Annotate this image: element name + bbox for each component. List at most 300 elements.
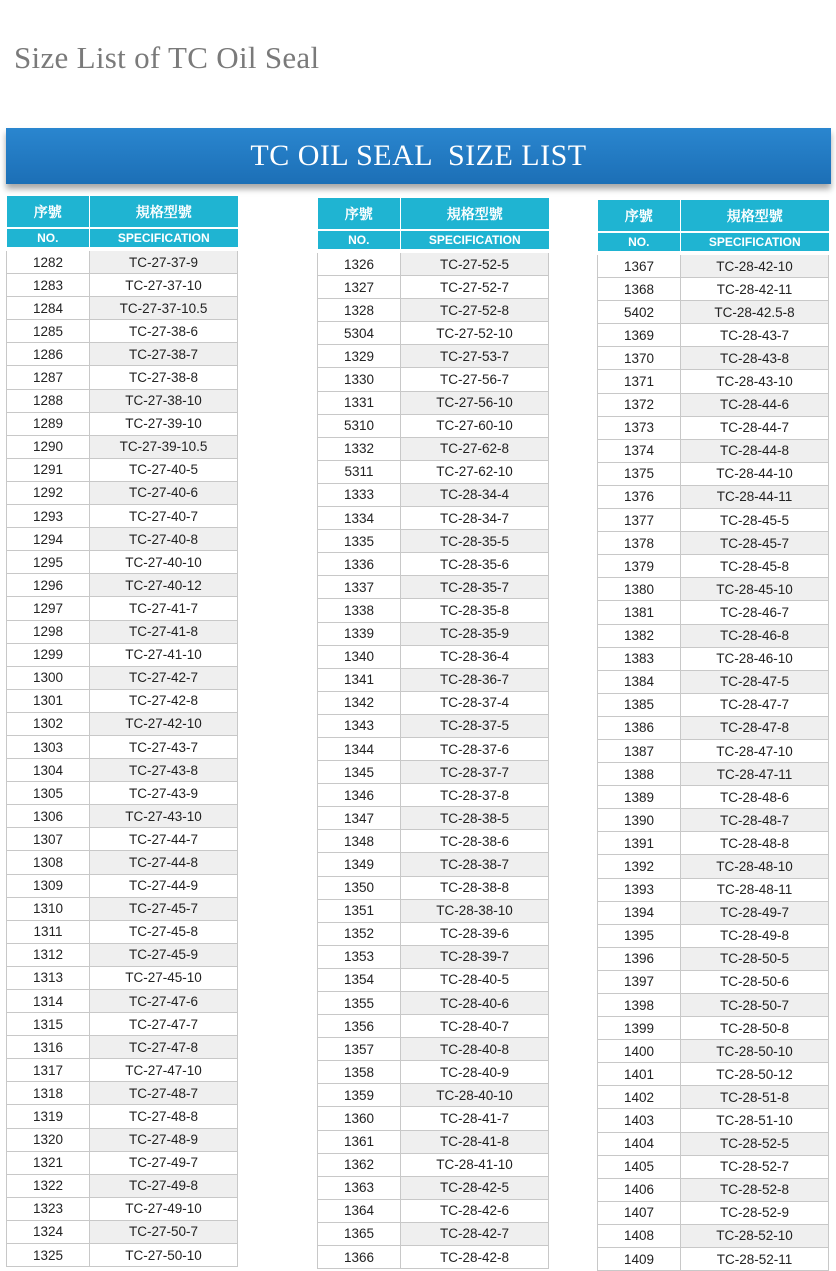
table-row [7, 1220, 238, 1243]
row-number: 1343 [318, 714, 401, 737]
table-row [598, 393, 829, 416]
table-row [7, 666, 238, 689]
header-no-zh: 序號 [7, 196, 90, 228]
row-number: 1282 [7, 251, 90, 274]
table-row [598, 555, 829, 578]
table-row [7, 1197, 238, 1220]
table-row [318, 553, 549, 576]
row-number: 1396 [598, 947, 681, 970]
table-row [598, 1040, 829, 1063]
row-specification: TC-28-50-12 [681, 1063, 829, 1086]
row-specification: TC-28-39-6 [401, 922, 549, 945]
table-row [7, 251, 238, 274]
row-specification: TC-28-47-5 [681, 670, 829, 693]
table-row [318, 299, 549, 322]
table-row [318, 391, 549, 414]
row-specification: TC-28-48-6 [681, 786, 829, 809]
row-specification: TC-28-52-5 [681, 1132, 829, 1155]
table-row [7, 712, 238, 735]
table-row [318, 253, 549, 276]
table-row [598, 693, 829, 716]
row-specification: TC-27-48-9 [90, 1128, 238, 1151]
table-row [7, 805, 238, 828]
table-row [318, 922, 549, 945]
table-row [7, 1151, 238, 1174]
row-specification: TC-28-47-11 [681, 763, 829, 786]
row-number: 1353 [318, 945, 401, 968]
table-row [598, 485, 829, 508]
table-row [318, 899, 549, 922]
row-specification: TC-28-42-8 [401, 1246, 549, 1269]
row-number: 1298 [7, 620, 90, 643]
row-specification: TC-27-53-7 [401, 345, 549, 368]
row-number: 1376 [598, 485, 681, 508]
row-specification: TC-27-45-8 [90, 920, 238, 943]
row-specification: TC-27-41-7 [90, 597, 238, 620]
row-number: 1372 [598, 393, 681, 416]
row-number: 1327 [318, 276, 401, 299]
row-number: 1385 [598, 693, 681, 716]
table-row [7, 1036, 238, 1059]
table-row [598, 947, 829, 970]
table-row [7, 828, 238, 851]
table-row [318, 876, 549, 899]
row-specification: TC-27-40-12 [90, 574, 238, 597]
row-number: 1388 [598, 763, 681, 786]
table-row [318, 1222, 549, 1245]
header-spec-en: SPECIFICATION [681, 232, 829, 251]
row-number: 1371 [598, 370, 681, 393]
row-specification: TC-28-52-10 [681, 1224, 829, 1247]
table-row [598, 763, 829, 786]
row-number: 1404 [598, 1132, 681, 1155]
row-specification: TC-28-51-8 [681, 1086, 829, 1109]
row-specification: TC-28-42-11 [681, 278, 829, 301]
row-number: 1350 [318, 876, 401, 899]
row-specification: TC-27-62-10 [401, 460, 549, 483]
table-row [7, 505, 238, 528]
header-no-zh: 序號 [598, 200, 681, 232]
row-specification: TC-28-36-7 [401, 668, 549, 691]
row-specification: TC-27-45-9 [90, 943, 238, 966]
row-specification: TC-27-41-8 [90, 620, 238, 643]
table-row [318, 992, 549, 1015]
row-number: 1309 [7, 874, 90, 897]
row-specification: TC-27-48-7 [90, 1082, 238, 1105]
table-row [318, 276, 549, 299]
row-number: 1315 [7, 1013, 90, 1036]
row-number: 1365 [318, 1222, 401, 1245]
row-specification: TC-27-38-7 [90, 343, 238, 366]
table-row [318, 645, 549, 668]
row-number: 1401 [598, 1063, 681, 1086]
row-specification: TC-28-38-5 [401, 807, 549, 830]
row-specification: TC-28-40-5 [401, 968, 549, 991]
row-number: 1301 [7, 689, 90, 712]
row-specification: TC-27-47-8 [90, 1036, 238, 1059]
table-row [598, 462, 829, 485]
row-number: 1389 [598, 786, 681, 809]
table-row [318, 1130, 549, 1153]
row-specification: TC-28-35-6 [401, 553, 549, 576]
row-number: 5311 [318, 460, 401, 483]
table-row [598, 924, 829, 947]
table-row [598, 994, 829, 1017]
size-table-1 [6, 196, 238, 1267]
table-row [598, 578, 829, 601]
table-row [318, 714, 549, 737]
table-row [598, 370, 829, 393]
table-row [318, 1084, 549, 1107]
row-specification: TC-27-39-10.5 [90, 435, 238, 458]
table-row [318, 322, 549, 345]
row-specification: TC-28-45-8 [681, 555, 829, 578]
row-specification: TC-28-52-11 [681, 1248, 829, 1271]
row-specification: TC-27-56-7 [401, 368, 549, 391]
header-no-en: NO. [7, 228, 90, 247]
table-row [598, 1063, 829, 1086]
table-row [598, 1086, 829, 1109]
table-row [318, 460, 549, 483]
row-specification: TC-27-43-8 [90, 759, 238, 782]
table-row [598, 1155, 829, 1178]
table-row [318, 1199, 549, 1222]
row-number: 1381 [598, 601, 681, 624]
row-number: 1316 [7, 1036, 90, 1059]
table-row [318, 437, 549, 460]
table-row [7, 1105, 238, 1128]
row-specification: TC-27-49-8 [90, 1174, 238, 1197]
row-specification: TC-27-39-10 [90, 412, 238, 435]
row-number: 1326 [318, 253, 401, 276]
table-row [7, 458, 238, 481]
table-row [7, 990, 238, 1013]
row-number: 1337 [318, 576, 401, 599]
row-specification: TC-27-52-8 [401, 299, 549, 322]
row-number: 1303 [7, 735, 90, 758]
table-row [7, 481, 238, 504]
row-number: 1288 [7, 389, 90, 412]
row-number: 1291 [7, 458, 90, 481]
table-row [7, 528, 238, 551]
table-row [318, 1061, 549, 1084]
table-row [7, 597, 238, 620]
row-number: 1285 [7, 320, 90, 343]
row-number: 1355 [318, 992, 401, 1015]
row-specification: TC-28-40-6 [401, 992, 549, 1015]
row-specification: TC-28-40-10 [401, 1084, 549, 1107]
row-number: 1366 [318, 1246, 401, 1269]
row-specification: TC-28-44-6 [681, 393, 829, 416]
row-number: 1329 [318, 345, 401, 368]
row-number: 1340 [318, 645, 401, 668]
row-specification: TC-28-47-10 [681, 739, 829, 762]
table-row [318, 737, 549, 760]
table-row [598, 324, 829, 347]
row-specification: TC-28-35-5 [401, 530, 549, 553]
row-number: 1297 [7, 597, 90, 620]
table-row [598, 601, 829, 624]
row-number: 1361 [318, 1130, 401, 1153]
table-row [598, 1178, 829, 1201]
table-row [598, 832, 829, 855]
row-number: 1336 [318, 553, 401, 576]
row-specification: TC-28-43-7 [681, 324, 829, 347]
table-row [318, 622, 549, 645]
row-number: 1339 [318, 622, 401, 645]
row-specification: TC-28-48-7 [681, 809, 829, 832]
row-specification: TC-27-42-10 [90, 712, 238, 735]
row-specification: TC-27-38-6 [90, 320, 238, 343]
row-specification: TC-27-44-7 [90, 828, 238, 851]
row-number: 1370 [598, 347, 681, 370]
row-number: 1373 [598, 416, 681, 439]
row-number: 1387 [598, 739, 681, 762]
row-specification: TC-27-40-8 [90, 528, 238, 551]
row-number: 1391 [598, 832, 681, 855]
table-row [318, 691, 549, 714]
table-row [318, 576, 549, 599]
row-number: 1314 [7, 990, 90, 1013]
size-table-3 [597, 200, 829, 1271]
row-specification: TC-28-34-4 [401, 483, 549, 506]
row-number: 1345 [318, 761, 401, 784]
row-specification: TC-28-45-10 [681, 578, 829, 601]
row-number: 1328 [318, 299, 401, 322]
table-row [598, 301, 829, 324]
row-specification: TC-28-37-6 [401, 737, 549, 760]
row-specification: TC-28-52-7 [681, 1155, 829, 1178]
table-row [318, 761, 549, 784]
row-number: 1375 [598, 462, 681, 485]
row-specification: TC-27-37-9 [90, 251, 238, 274]
header-spec-zh: 規格型號 [90, 196, 238, 228]
row-number: 1322 [7, 1174, 90, 1197]
table-row [598, 278, 829, 301]
row-specification: TC-28-48-11 [681, 878, 829, 901]
row-specification: TC-27-40-6 [90, 481, 238, 504]
size-table-2 [317, 198, 549, 1269]
row-specification: TC-28-50-8 [681, 1017, 829, 1040]
table-row [7, 620, 238, 643]
row-number: 1393 [598, 878, 681, 901]
row-specification: TC-28-40-8 [401, 1038, 549, 1061]
row-number: 1318 [7, 1082, 90, 1105]
row-number: 1317 [7, 1059, 90, 1082]
table-row [598, 347, 829, 370]
row-specification: TC-28-44-10 [681, 462, 829, 485]
row-number: 1305 [7, 782, 90, 805]
size-list-banner [6, 128, 831, 184]
table-row [7, 297, 238, 320]
table-row [318, 807, 549, 830]
table-row [318, 853, 549, 876]
row-number: 1324 [7, 1220, 90, 1243]
row-number: 1409 [598, 1248, 681, 1271]
row-specification: TC-28-48-10 [681, 855, 829, 878]
row-number: 1342 [318, 691, 401, 714]
table-row [318, 507, 549, 530]
row-specification: TC-27-60-10 [401, 414, 549, 437]
row-specification: TC-27-42-8 [90, 689, 238, 712]
row-specification: TC-28-37-4 [401, 691, 549, 714]
row-specification: TC-27-56-10 [401, 391, 549, 414]
row-specification: TC-27-37-10.5 [90, 297, 238, 320]
row-number: 1359 [318, 1084, 401, 1107]
row-specification: TC-27-38-10 [90, 389, 238, 412]
table-row [318, 599, 549, 622]
row-specification: TC-28-42.5-8 [681, 301, 829, 324]
table-row [7, 1082, 238, 1105]
row-number: 1383 [598, 647, 681, 670]
row-specification: TC-28-47-7 [681, 693, 829, 716]
table-row [598, 1132, 829, 1155]
row-specification: TC-28-35-9 [401, 622, 549, 645]
row-specification: TC-27-48-8 [90, 1105, 238, 1128]
row-number: 1310 [7, 897, 90, 920]
row-number: 1300 [7, 666, 90, 689]
row-specification: TC-28-47-8 [681, 716, 829, 739]
row-number: 1313 [7, 966, 90, 989]
row-specification: TC-27-40-10 [90, 551, 238, 574]
row-specification: TC-28-43-10 [681, 370, 829, 393]
row-number: 1306 [7, 805, 90, 828]
row-number: 1403 [598, 1109, 681, 1132]
row-number: 1330 [318, 368, 401, 391]
row-number: 5310 [318, 414, 401, 437]
table-row [7, 851, 238, 874]
row-specification: TC-28-43-8 [681, 347, 829, 370]
row-specification: TC-28-44-11 [681, 485, 829, 508]
row-specification: TC-27-40-5 [90, 458, 238, 481]
table-row [598, 739, 829, 762]
row-specification: TC-28-40-9 [401, 1061, 549, 1084]
row-specification: TC-28-48-8 [681, 832, 829, 855]
row-number: 1378 [598, 532, 681, 555]
table-row [318, 368, 549, 391]
row-number: 1374 [598, 439, 681, 462]
table-row [318, 1246, 549, 1269]
table-row [7, 1244, 238, 1267]
header-spec-en: SPECIFICATION [90, 228, 238, 247]
row-specification: TC-27-41-10 [90, 643, 238, 666]
row-specification: TC-27-47-10 [90, 1059, 238, 1082]
row-number: 1352 [318, 922, 401, 945]
row-specification: TC-28-38-6 [401, 830, 549, 853]
row-number: 1290 [7, 435, 90, 458]
row-specification: TC-28-50-6 [681, 970, 829, 993]
row-number: 1386 [598, 716, 681, 739]
row-specification: TC-27-47-7 [90, 1013, 238, 1036]
row-number: 1341 [318, 668, 401, 691]
row-number: 1283 [7, 274, 90, 297]
row-number: 1319 [7, 1105, 90, 1128]
row-specification: TC-28-36-4 [401, 645, 549, 668]
row-specification: TC-28-50-5 [681, 947, 829, 970]
row-specification: TC-28-42-7 [401, 1222, 549, 1245]
table-row [7, 343, 238, 366]
row-number: 1362 [318, 1153, 401, 1176]
table-row [7, 366, 238, 389]
table-row [598, 255, 829, 278]
row-number: 1338 [318, 599, 401, 622]
row-specification: TC-28-52-8 [681, 1178, 829, 1201]
table-row [598, 647, 829, 670]
row-specification: TC-28-49-8 [681, 924, 829, 947]
banner-title: TC OIL SEAL SIZE LIST [250, 139, 587, 172]
row-specification: TC-28-50-10 [681, 1040, 829, 1063]
row-specification: TC-28-38-8 [401, 876, 549, 899]
row-specification: TC-27-49-10 [90, 1197, 238, 1220]
header-spec-zh: 規格型號 [681, 200, 829, 232]
table-row [7, 735, 238, 758]
table-row [598, 878, 829, 901]
table-row [318, 1015, 549, 1038]
row-number: 1360 [318, 1107, 401, 1130]
row-specification: TC-28-39-7 [401, 945, 549, 968]
row-number: 1380 [598, 578, 681, 601]
row-specification: TC-28-44-8 [681, 439, 829, 462]
row-specification: TC-28-37-8 [401, 784, 549, 807]
row-number: 1349 [318, 853, 401, 876]
table-row [598, 416, 829, 439]
table-row [598, 670, 829, 693]
table-row [7, 551, 238, 574]
row-number: 1348 [318, 830, 401, 853]
table-row [318, 345, 549, 368]
row-number: 1296 [7, 574, 90, 597]
table-row [7, 759, 238, 782]
table-row [7, 1128, 238, 1151]
table-row [7, 897, 238, 920]
row-number: 1294 [7, 528, 90, 551]
row-specification: TC-27-43-7 [90, 735, 238, 758]
table-row [7, 1013, 238, 1036]
row-specification: TC-27-45-10 [90, 966, 238, 989]
table-row [318, 530, 549, 553]
row-number: 1302 [7, 712, 90, 735]
table-row [598, 855, 829, 878]
row-number: 1292 [7, 481, 90, 504]
row-number: 5304 [318, 322, 401, 345]
row-number: 1332 [318, 437, 401, 460]
row-number: 1405 [598, 1155, 681, 1178]
row-specification: TC-27-52-7 [401, 276, 549, 299]
table-row [7, 320, 238, 343]
table-row [318, 968, 549, 991]
row-specification: TC-28-46-10 [681, 647, 829, 670]
row-specification: TC-27-38-8 [90, 366, 238, 389]
row-number: 1325 [7, 1244, 90, 1267]
table-row [318, 668, 549, 691]
row-number: 1320 [7, 1128, 90, 1151]
table-row [598, 716, 829, 739]
row-number: 1368 [598, 278, 681, 301]
table-row [318, 414, 549, 437]
row-specification: TC-28-51-10 [681, 1109, 829, 1132]
table-row [7, 874, 238, 897]
row-number: 1351 [318, 899, 401, 922]
header-spec-zh: 規格型號 [401, 198, 549, 230]
row-specification: TC-28-44-7 [681, 416, 829, 439]
row-specification: TC-28-49-7 [681, 901, 829, 924]
table-row [7, 1059, 238, 1082]
table-row [318, 945, 549, 968]
row-specification: TC-27-50-10 [90, 1244, 238, 1267]
row-specification: TC-27-43-9 [90, 782, 238, 805]
row-number: 1363 [318, 1176, 401, 1199]
row-specification: TC-27-40-7 [90, 505, 238, 528]
